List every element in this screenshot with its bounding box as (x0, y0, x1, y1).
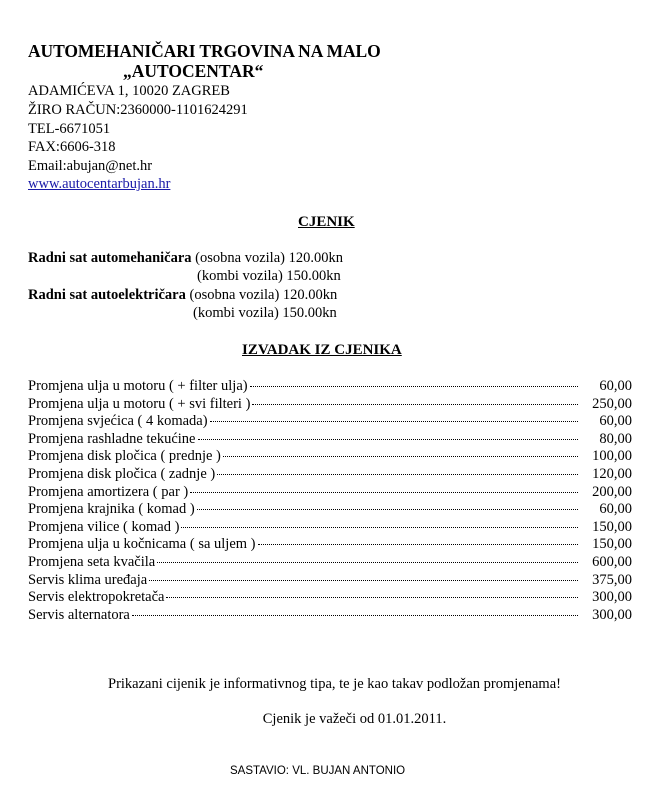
service-name: Promjena rashladne tekućine (28, 430, 196, 447)
service-name: Servis elektropokretača (28, 589, 165, 606)
service-name: Promjena krajnika ( komad ) (28, 501, 195, 518)
signature-line: SASTAVIO: VL. BUJAN ANTONIO (230, 765, 406, 777)
company-title: AUTOMEHANIČARI TRGOVINA NA MALO (28, 41, 381, 61)
website-link[interactable]: www.autocentarbujan.hr (28, 176, 171, 192)
dot-leader (250, 386, 578, 387)
dot-leader (149, 580, 578, 581)
dot-leader (132, 615, 578, 616)
dot-leader (198, 439, 579, 440)
price-row (28, 413, 632, 431)
service-name: Servis alternatora (28, 606, 130, 623)
dot-leader (223, 456, 578, 457)
validity-note: Cjenik je važeči od 01.01.2011. (262, 711, 447, 727)
service-price: 60,00 (599, 378, 632, 394)
price-row (28, 589, 632, 607)
rate-detail: (osobna vozila) 120.00kn (185, 287, 338, 303)
price-row (28, 484, 632, 502)
cjenik-heading: CJENIK (298, 214, 355, 230)
izvadak-heading: IZVADAK IZ CJENIKA (242, 342, 402, 358)
service-price: 250,00 (592, 395, 632, 412)
service-price: 150,00 (592, 536, 632, 553)
telephone: TEL-6671051 (28, 121, 111, 137)
service-price: 600,00 (592, 553, 632, 570)
price-row (28, 554, 632, 572)
email: Email:abujan@net.hr (28, 158, 153, 174)
price-row (28, 378, 632, 396)
dot-leader (197, 509, 578, 510)
service-name: Promjena ulja u kočnicama ( sa uljem ) (28, 536, 256, 553)
rate-row (28, 250, 343, 267)
rate-row (193, 305, 337, 322)
service-price: 80,00 (599, 430, 632, 447)
service-name: Promjena ulja u motoru ( + filter ulja) (28, 378, 248, 394)
service-price: 60,00 (599, 413, 632, 430)
rate-label: Radni sat automehaničara (28, 250, 192, 266)
company-name: „AUTOCENTAR“ (123, 61, 264, 81)
dot-leader (217, 474, 578, 475)
service-name: Promjena seta kvačila (28, 553, 156, 570)
bank-account: ŽIRO RAČUN:2360000-1101624291 (28, 102, 248, 118)
price-row (28, 572, 632, 590)
rate-detail: (kombi vozila) 150.00kn (193, 305, 337, 321)
rate-row (197, 268, 341, 285)
service-price: 60,00 (599, 501, 632, 518)
service-name: Promjena vilice ( komad ) (28, 518, 180, 535)
price-row (28, 501, 632, 519)
dot-leader (157, 562, 578, 563)
price-row (28, 396, 632, 414)
service-name: Promjena amortizera ( par ) (28, 483, 189, 500)
dot-leader (190, 492, 578, 493)
company-address: ADAMIĆEVA 1, 10020 ZAGREB (28, 83, 230, 99)
service-name: Promjena disk pločica ( prednje ) (28, 448, 221, 465)
price-row (28, 448, 632, 466)
dot-leader (210, 421, 578, 422)
dot-leader (166, 597, 578, 598)
service-price: 150,00 (592, 518, 632, 535)
dot-leader (181, 527, 578, 528)
rate-row (28, 287, 337, 304)
service-name: Servis klima uređaja (28, 571, 148, 588)
price-row (28, 536, 632, 554)
service-price: 120,00 (592, 465, 632, 482)
service-price: 300,00 (592, 606, 632, 623)
disclaimer-note: Prikazani cijenik je informativnog tipa, te je kao takav podložan promjenama! (108, 676, 561, 692)
price-row (28, 519, 632, 537)
rate-detail: (kombi vozila) 150.00kn (197, 268, 341, 284)
service-price: 375,00 (592, 571, 632, 588)
dot-leader (252, 404, 578, 405)
price-list (28, 378, 632, 624)
rate-label: Radni sat autoelektričara (28, 287, 186, 303)
service-name: Promjena disk pločica ( zadnje ) (28, 465, 216, 482)
price-row (28, 607, 632, 625)
price-row (28, 431, 632, 449)
service-name: Promjena ulja u motoru ( + svi filteri ) (28, 395, 251, 412)
service-name: Promjena svjećica ( 4 komada) (28, 413, 208, 430)
service-price: 300,00 (592, 589, 632, 606)
dot-leader (258, 544, 579, 545)
rate-detail: (osobna vozila) 120.00kn (191, 250, 343, 266)
fax: FAX:6606-318 (28, 139, 116, 155)
service-price: 200,00 (592, 483, 632, 500)
service-price: 100,00 (592, 448, 632, 465)
price-row (28, 466, 632, 484)
